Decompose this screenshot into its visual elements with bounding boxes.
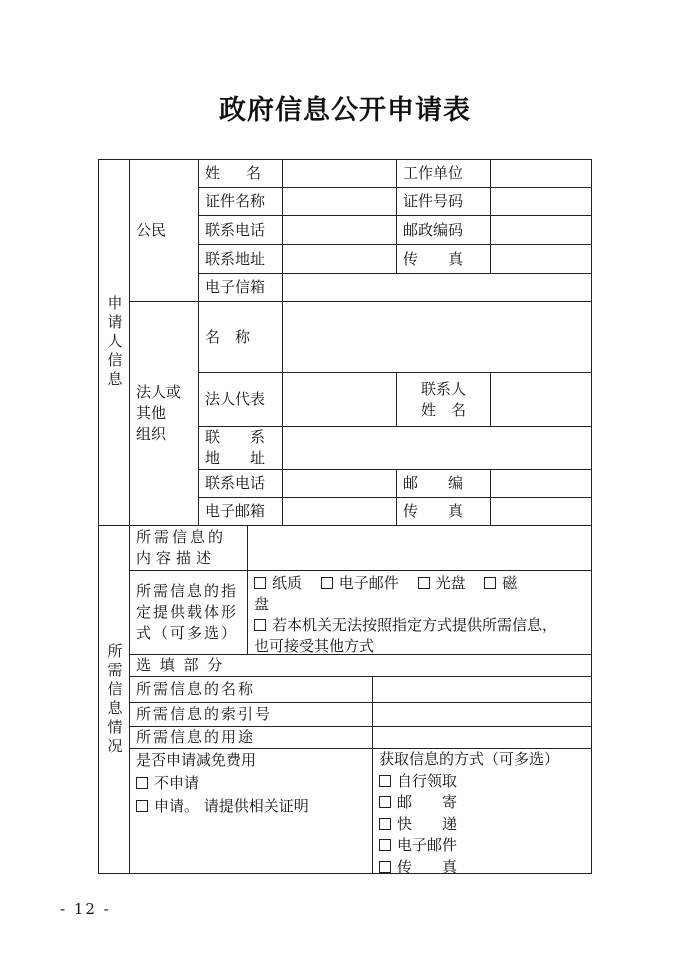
info-name-field[interactable] [372, 676, 592, 703]
org-name-field[interactable] [282, 301, 592, 373]
citizen-address-field[interactable] [282, 244, 397, 274]
info-section-text: 所需信息情况 [105, 642, 124, 757]
citizen-fax-field[interactable] [490, 244, 592, 274]
applicant-section-text: 申请人信息 [105, 295, 124, 390]
org-postcode-field[interactable] [490, 469, 592, 498]
org-contact-field[interactable] [490, 372, 592, 427]
org-rep-field[interactable] [282, 372, 397, 427]
info-name-label: 所需信息的名称 [129, 676, 373, 703]
org-fax-label: 传 真 [396, 497, 491, 526]
checkbox-icon [254, 619, 266, 631]
citizen-group-text: 公民 [136, 221, 167, 239]
citizen-phone-label: 联系电话 [198, 215, 283, 245]
checkbox-icon [379, 775, 391, 787]
citizen-email-label: 电子信箱 [198, 273, 283, 302]
carrier-option-disk-wrap: 盘 [254, 595, 270, 613]
page-title: 政府信息公开申请表 [219, 95, 471, 126]
org-name-label: 名 称 [198, 301, 283, 373]
fallback-option-wrap: 也可接受其他方式 [254, 637, 375, 655]
checkbox-icon [484, 577, 496, 589]
org-phone-field[interactable] [282, 469, 397, 498]
carrier-options-row [254, 573, 517, 594]
citizen-id-type-label: 证件名称 [198, 187, 283, 216]
checkbox-icon [136, 800, 148, 812]
citizen-email-field[interactable] [282, 273, 592, 302]
carrier-option-email[interactable]: 电子邮件 [321, 574, 399, 592]
checkbox-icon [418, 577, 430, 589]
org-address-field[interactable] [282, 426, 592, 470]
org-rep-label: 法人代表 [198, 372, 283, 427]
method-label: 获取信息的方式（可多选） [379, 750, 560, 768]
org-phone-label: 联系电话 [198, 469, 283, 498]
citizen-id-number-field[interactable] [490, 187, 592, 216]
info-purpose-label: 所需信息的用途 [129, 726, 373, 749]
citizen-id-type-field[interactable] [282, 187, 397, 216]
carrier-option-cd[interactable]: 光盘 [418, 574, 466, 592]
fee-option-no[interactable]: 不申请 [136, 772, 199, 795]
method-option-pickup[interactable]: 自行领取 [379, 771, 457, 793]
citizen-employer-label: 工作单位 [396, 159, 491, 188]
org-postcode-label: 邮 编 [396, 469, 491, 498]
checkbox-icon [321, 577, 333, 589]
checkbox-icon [379, 818, 391, 830]
citizen-id-number-label: 证件号码 [396, 187, 491, 216]
fee-section [129, 748, 373, 874]
citizen-phone-field[interactable] [282, 215, 397, 245]
method-option-express[interactable]: 快 递 [379, 814, 457, 836]
info-purpose-field[interactable] [372, 726, 592, 749]
content-desc-field[interactable] [247, 525, 592, 571]
fallback-option[interactable]: 若本机关无法按照指定方式提供所需信息， [254, 615, 557, 636]
info-index-label: 所需信息的索引号 [129, 702, 373, 727]
optional-section-label: 选 填 部 分 [129, 654, 592, 677]
citizen-group-label [129, 159, 199, 302]
org-email-field[interactable] [282, 497, 397, 526]
org-group-label: 法人或 其他 组织 [129, 301, 199, 526]
citizen-fax-label: 传 真 [396, 244, 491, 274]
carrier-option-paper[interactable]: 纸质 [254, 574, 302, 592]
citizen-name-label: 姓 名 [198, 159, 283, 188]
carrier-option-disk[interactable]: 磁 [484, 574, 517, 592]
info-index-field[interactable] [372, 702, 592, 727]
checkbox-icon [136, 777, 148, 789]
method-section [372, 748, 592, 874]
fee-option-yes[interactable]: 申请。 请提供相关证明 [136, 795, 309, 818]
org-address-label: 联 系 地 址 [198, 426, 283, 470]
checkbox-icon [254, 577, 266, 589]
carrier-label: 所需信息的指 定提供载体形 式（可多选） [129, 570, 248, 655]
page-number: - 12 - [60, 900, 111, 918]
applicant-section-label [98, 159, 130, 526]
org-fax-field[interactable] [490, 497, 592, 526]
fee-label: 是否申请减免费用 [136, 751, 257, 769]
org-contact-label: 联系人 姓 名 [396, 372, 491, 427]
method-option-mail[interactable]: 邮 寄 [379, 792, 457, 814]
checkbox-icon [379, 796, 391, 808]
info-section-label [98, 525, 130, 874]
carrier-options [247, 570, 592, 655]
citizen-name-field[interactable] [282, 159, 397, 188]
citizen-postcode-label: 邮政编码 [396, 215, 491, 245]
org-email-label: 电子邮箱 [198, 497, 283, 526]
citizen-employer-field[interactable] [490, 159, 592, 188]
citizen-address-label: 联系地址 [198, 244, 283, 274]
checkbox-icon [379, 861, 391, 873]
method-option-email[interactable]: 电子邮件 [379, 835, 457, 857]
checkbox-icon [379, 839, 391, 851]
method-option-fax[interactable]: 传 真 [379, 857, 457, 879]
citizen-postcode-field[interactable] [490, 215, 592, 245]
content-desc-label: 所需信息的 内容描述 [129, 525, 248, 571]
